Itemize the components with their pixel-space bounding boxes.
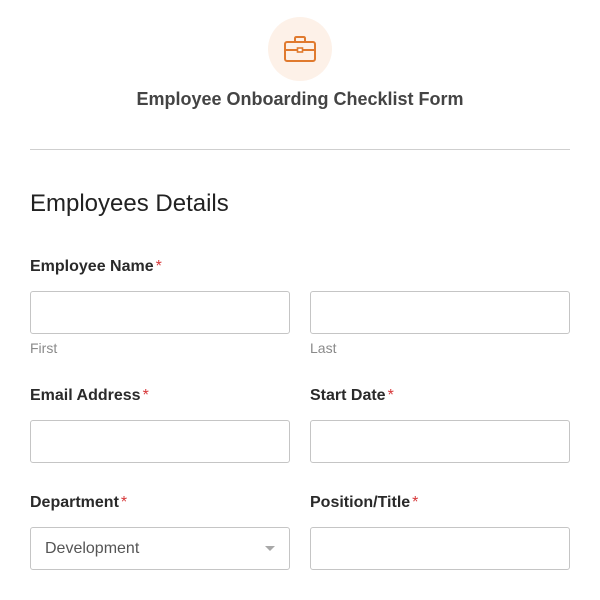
last-name-input[interactable] — [310, 291, 570, 334]
first-name-sublabel: First — [30, 340, 58, 356]
position-label — [310, 493, 418, 513]
start-date-label-text: Start Date — [310, 387, 386, 404]
first-name-input[interactable] — [30, 291, 290, 334]
required-marker: * — [155, 258, 162, 275]
employee-name-label — [30, 257, 162, 277]
employee-name-label-text: Employee Name — [30, 258, 154, 275]
start-date-input[interactable] — [310, 420, 570, 463]
department-label — [30, 493, 127, 513]
position-label-text: Position/Title — [310, 494, 411, 511]
email-label-text: Email Address — [30, 387, 141, 404]
position-input[interactable] — [310, 527, 570, 570]
chevron-down-icon — [265, 546, 275, 551]
email-input[interactable] — [30, 420, 290, 463]
form-title: Employee Onboarding Checklist Form — [136, 89, 464, 109]
header-divider — [30, 149, 570, 150]
required-marker: * — [412, 494, 419, 511]
department-select[interactable] — [30, 527, 290, 570]
last-name-sublabel: Last — [310, 340, 337, 356]
required-marker: * — [387, 387, 394, 404]
department-label-text: Department — [30, 494, 119, 511]
required-marker: * — [120, 494, 128, 511]
email-label — [30, 386, 149, 406]
department-selected-value: Development — [45, 540, 140, 557]
required-marker: * — [142, 387, 149, 404]
briefcase-icon — [283, 35, 317, 63]
start-date-label — [310, 386, 394, 406]
section-title: Employees Details — [30, 190, 229, 217]
form-icon-badge — [268, 17, 332, 81]
